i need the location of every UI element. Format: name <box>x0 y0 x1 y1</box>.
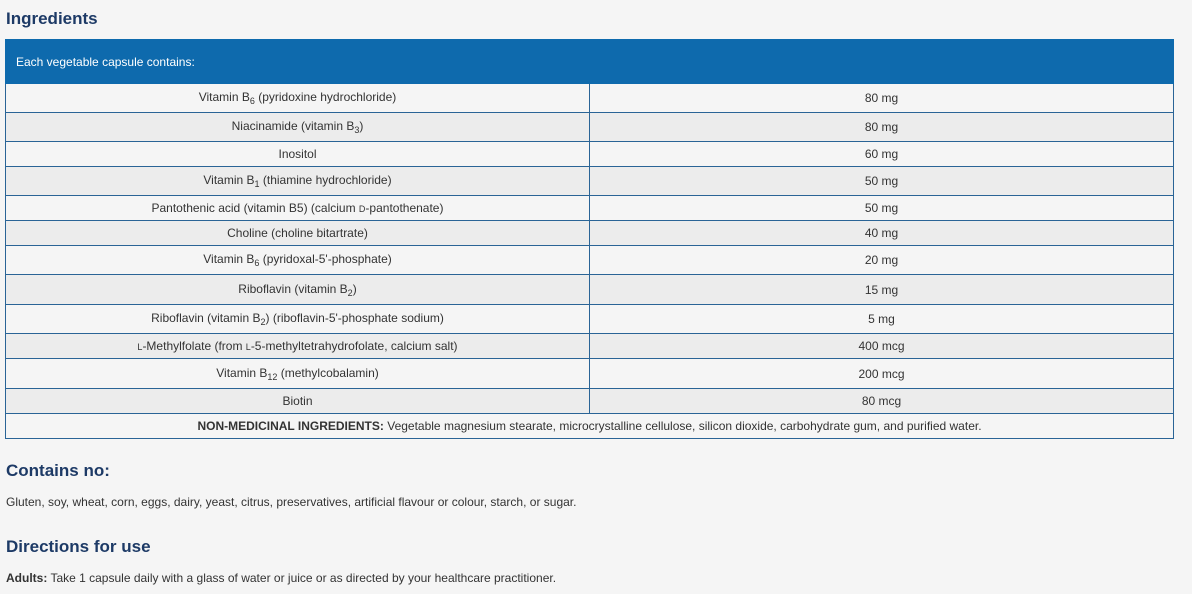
ingredient-name: Choline (choline bitartrate) <box>6 221 590 246</box>
ingredient-amount: 80 mg <box>590 84 1174 113</box>
ingredient-name: Riboflavin (vitamin $B_2$) <box>6 275 590 305</box>
table-row <box>6 359 1174 389</box>
ingredient-amount: 50 mg <box>590 167 1174 196</box>
ingredient-amount: 400 mcg <box>590 334 1174 359</box>
table-row <box>6 334 1174 359</box>
non-medicinal-ingredients: NON-MEDICINAL INGREDIENTS: Vegetable magnesium stearate, microcrystalline cellulose, silicon dioxide, carbohydrate gum, and purified water. <box>6 414 1174 439</box>
ingredient-amount: 200 mcg <box>590 359 1174 389</box>
ingredient-amount: 60 mg <box>590 142 1174 167</box>
table-row <box>6 389 1174 414</box>
ingredient-name: Pantothenic acid (vitamin B5) (calcium D-pantothenate) <box>6 196 590 221</box>
directions-label: Adults: <box>6 571 48 585</box>
ingredient-name: Vitamin $B_1$ (thiamine hydrochloride) <box>6 167 590 196</box>
directions-text: Adults: Take 1 capsule daily with a glass of water or juice or as directed by your healthcare practitioner. <box>6 571 557 585</box>
ingredient-name: Biotin <box>6 389 590 414</box>
contains-no-heading: Contains no: <box>6 461 110 480</box>
non-medicinal-row <box>6 414 1174 439</box>
table-row <box>6 275 1174 305</box>
table-row <box>6 196 1174 221</box>
directions-heading: Directions for use <box>6 537 151 556</box>
ingredient-amount: 40 mg <box>590 221 1174 246</box>
contains-no-text: Gluten, soy, wheat, corn, eggs, dairy, yeast, citrus, preservatives, artificial flavour or colour, starch, or sugar. <box>6 495 577 509</box>
ingredients-table <box>5 39 1174 439</box>
ingredient-amount: 50 mg <box>590 196 1174 221</box>
ingredient-amount: 80 mg <box>590 113 1174 142</box>
table-row <box>6 142 1174 167</box>
table-row <box>6 113 1174 142</box>
ingredient-name: L-Methylfolate (from L-5-methyltetrahydrofolate, calcium salt) <box>6 334 590 359</box>
ingredient-name: Riboflavin (vitamin $B_2$) (riboflavin-5'-phosphate sodium) <box>6 305 590 334</box>
ingredients-heading: Ingredients <box>6 9 98 28</box>
table-row <box>6 84 1174 113</box>
ingredient-name: Vitamin $B_6$ (pyridoxal-5'-phosphate) <box>6 246 590 275</box>
ingredient-amount: 80 mcg <box>590 389 1174 414</box>
ingredient-amount: 5 mg <box>590 305 1174 334</box>
ingredient-amount: 15 mg <box>590 275 1174 305</box>
table-row <box>6 167 1174 196</box>
ingredient-name: Inositol <box>6 142 590 167</box>
ingredient-amount: 20 mg <box>590 246 1174 275</box>
table-row <box>6 246 1174 275</box>
table-row <box>6 305 1174 334</box>
table-row <box>6 221 1174 246</box>
ingredient-name: Niacinamide (vitamin $B_3$) <box>6 113 590 142</box>
ingredient-name: Vitamin $B_6$ (pyridoxine hydrochloride) <box>6 84 590 113</box>
table-header: Each vegetable capsule contains: <box>6 40 1174 84</box>
ingredient-name: Vitamin $B_{12}$ (methylcobalamin) <box>6 359 590 389</box>
